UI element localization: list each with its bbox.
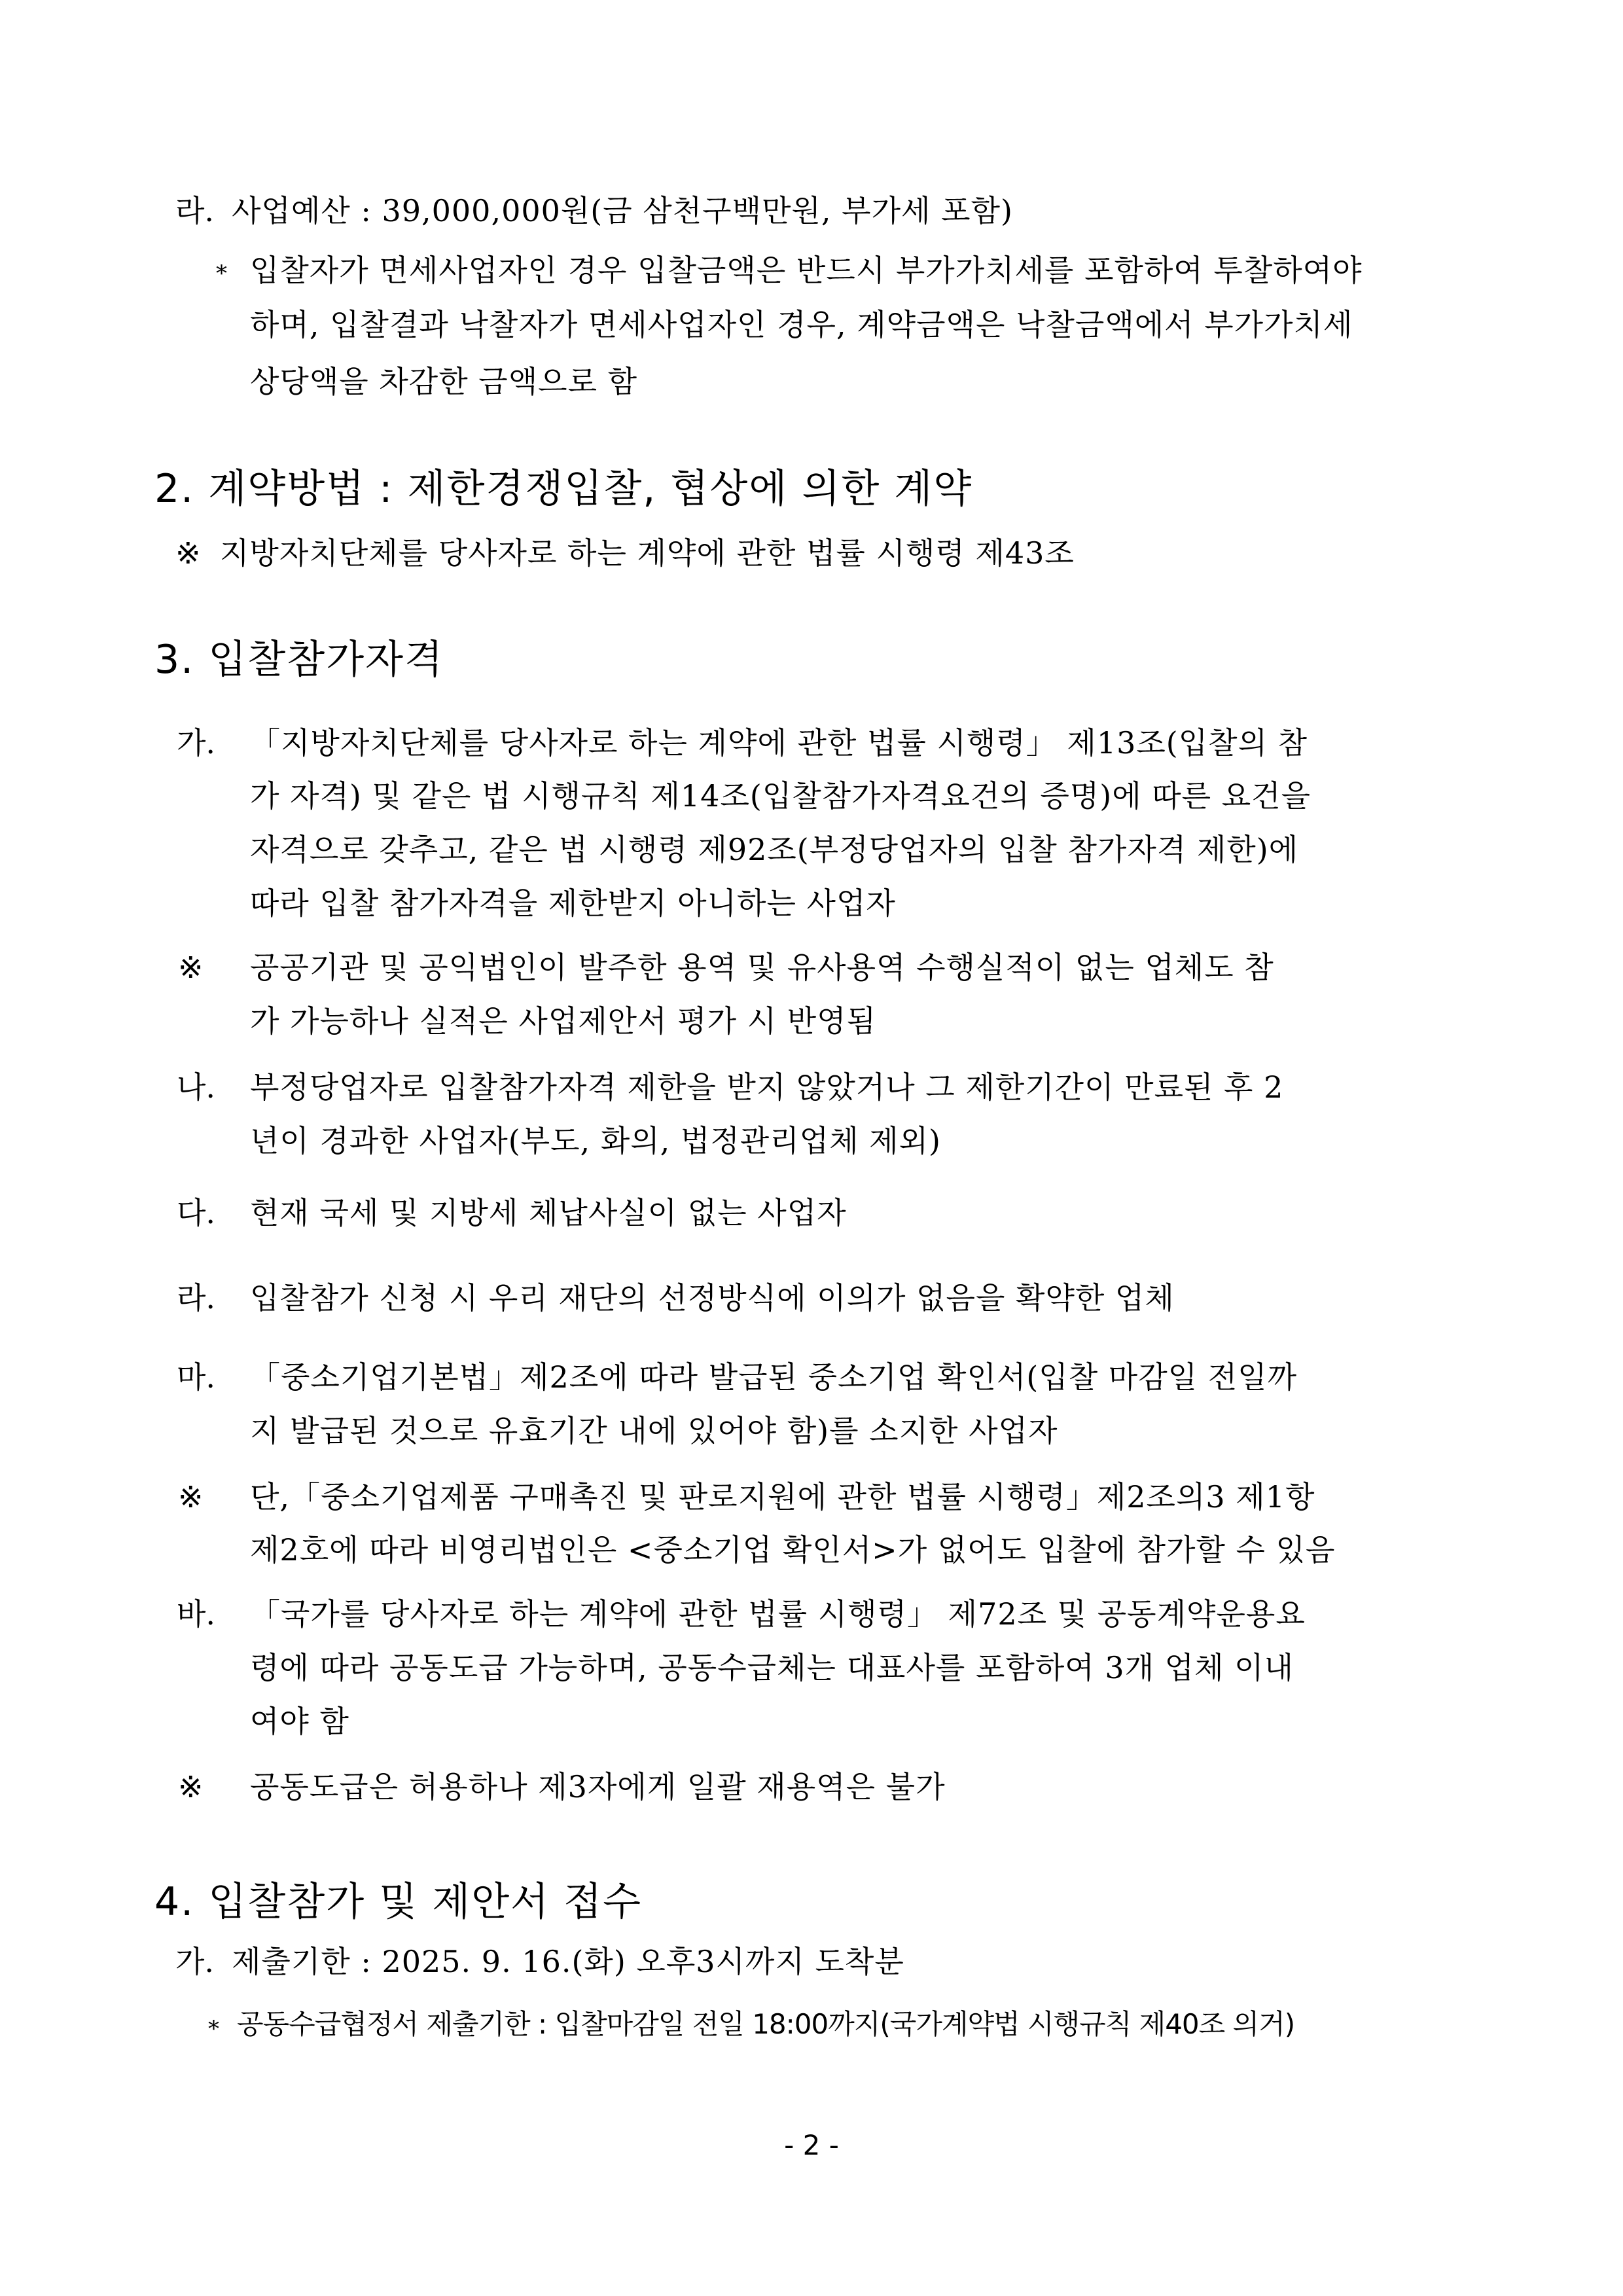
section-2-title: 2. 계약방법 : 제한경쟁입찰, 협상에 의한 계약 bbox=[154, 466, 973, 512]
item-ma-line-2: 지 발급된 것으로 유효기간 내에 있어야 함)를 소지한 사업자 bbox=[250, 1413, 1058, 1448]
item-ga-line-4: 따라 입찰 참가자격을 제한받지 아니하는 사업자 bbox=[250, 886, 896, 921]
budget-note-line-1: 입찰자가 면세사업자인 경우 입찰금액은 반드시 부가가치세를 포함하여 투찰하여야 bbox=[250, 253, 1363, 288]
item-ga-marker: 가. bbox=[177, 725, 216, 761]
note-sme-marker: ※ bbox=[178, 1479, 204, 1515]
note-joint-marker: ※ bbox=[178, 1769, 204, 1804]
budget-note-line-3: 상당액을 차감한 금액으로 함 bbox=[250, 364, 638, 399]
joint-agreement-note-marker: * bbox=[208, 2016, 219, 2042]
deadline-text: 제출기한 : 2025. 9. 16.(화) 오후3시까지 도착분 bbox=[232, 1944, 904, 1979]
item-ga-line-2: 가 자격) 및 같은 법 시행규칙 제14조(입찰참가자격요건의 증명)에 따른 요건을 bbox=[250, 778, 1311, 814]
item-da-line-1: 현재 국세 및 지방세 체납사실이 없는 사업자 bbox=[250, 1195, 847, 1230]
joint-agreement-note: 공동수급협정서 제출기한 : 입찰마감일 전일 18:00까지(국가계약법 시행규칙 제40조 의거) bbox=[237, 2008, 1295, 2040]
note-sme-line-2: 제2호에 따라 비영리법인은 <중소기업 확인서>가 없어도 입찰에 참가할 수 있음 bbox=[250, 1532, 1336, 1568]
note-performance-marker: ※ bbox=[178, 950, 204, 985]
item-ra-line-1: 입찰참가 신청 시 우리 재단의 선정방식에 이의가 없음을 확약한 업체 bbox=[250, 1280, 1175, 1316]
budget-text: 사업예산 : 39,000,000원(금 삼천구백만원, 부가세 포함) bbox=[232, 193, 1013, 228]
section-4-title: 4. 입찰참가 및 제안서 접수 bbox=[154, 1879, 643, 1925]
item-ba-line-3: 여야 함 bbox=[250, 1704, 349, 1739]
note-performance-line-2: 가 가능하나 실적은 사업제안서 평가 시 반영됨 bbox=[250, 1003, 877, 1039]
note-performance-line-1: 공공기관 및 공익법인이 발주한 용역 및 유사용역 수행실적이 없는 업체도 참 bbox=[250, 950, 1274, 985]
item-ba-line-2: 령에 따라 공동도급 가능하며, 공동수급체는 대표사를 포함하여 3개 업체 이내 bbox=[250, 1650, 1294, 1685]
item-ba-marker: 바. bbox=[177, 1596, 216, 1632]
item-ba-line-1: 「국가를 당사자로 하는 계약에 관한 법률 시행령」 제72조 및 공동계약운용요 bbox=[250, 1596, 1306, 1632]
deadline-marker: 가. bbox=[175, 1944, 215, 1979]
section-2-note: 지방자치단체를 당사자로 하는 계약에 관한 법률 시행령 제43조 bbox=[220, 535, 1075, 571]
note-joint-line-1: 공동도급은 허용하나 제3자에게 일괄 재용역은 불가 bbox=[250, 1769, 946, 1804]
item-ga-line-3: 자격으로 갖추고, 같은 법 시행령 제92조(부정당업자의 입찰 참가자격 제한)에 bbox=[250, 832, 1299, 867]
item-ma-line-1: 「중소기업기본법」제2조에 따라 발급된 중소기업 확인서(입찰 마감일 전일까 bbox=[250, 1359, 1298, 1395]
note-sme-line-1: 단,「중소기업제품 구매촉진 및 판로지원에 관한 법률 시행령」제2조의3 제1항 bbox=[250, 1479, 1315, 1515]
budget-note-marker: * bbox=[216, 260, 227, 287]
budget-marker: 라. bbox=[175, 193, 215, 228]
item-na-line-2: 년이 경과한 사업자(부도, 화의, 법정관리업체 제외) bbox=[250, 1123, 941, 1158]
item-ga-line-1: 「지방자치단체를 당사자로 하는 계약에 관한 법률 시행령」 제13조(입찰의 참 bbox=[250, 725, 1308, 761]
item-na-marker: 나. bbox=[177, 1069, 216, 1105]
item-na-line-1: 부정당업자로 입찰참가자격 제한을 받지 않았거나 그 제한기간이 만료된 후 2 bbox=[250, 1069, 1284, 1105]
budget-note-line-2: 하며, 입찰결과 낙찰자가 면세사업자인 경우, 계약금액은 낙찰금액에서 부가가치세 bbox=[250, 307, 1353, 342]
item-da-marker: 다. bbox=[177, 1195, 216, 1230]
section-3-title: 3. 입찰참가자격 bbox=[154, 637, 444, 683]
item-ra-marker: 라. bbox=[177, 1280, 216, 1316]
item-ma-marker: 마. bbox=[177, 1359, 216, 1395]
section-2-note-marker: ※ bbox=[175, 535, 201, 571]
page-number: - 2 - bbox=[784, 2129, 839, 2161]
